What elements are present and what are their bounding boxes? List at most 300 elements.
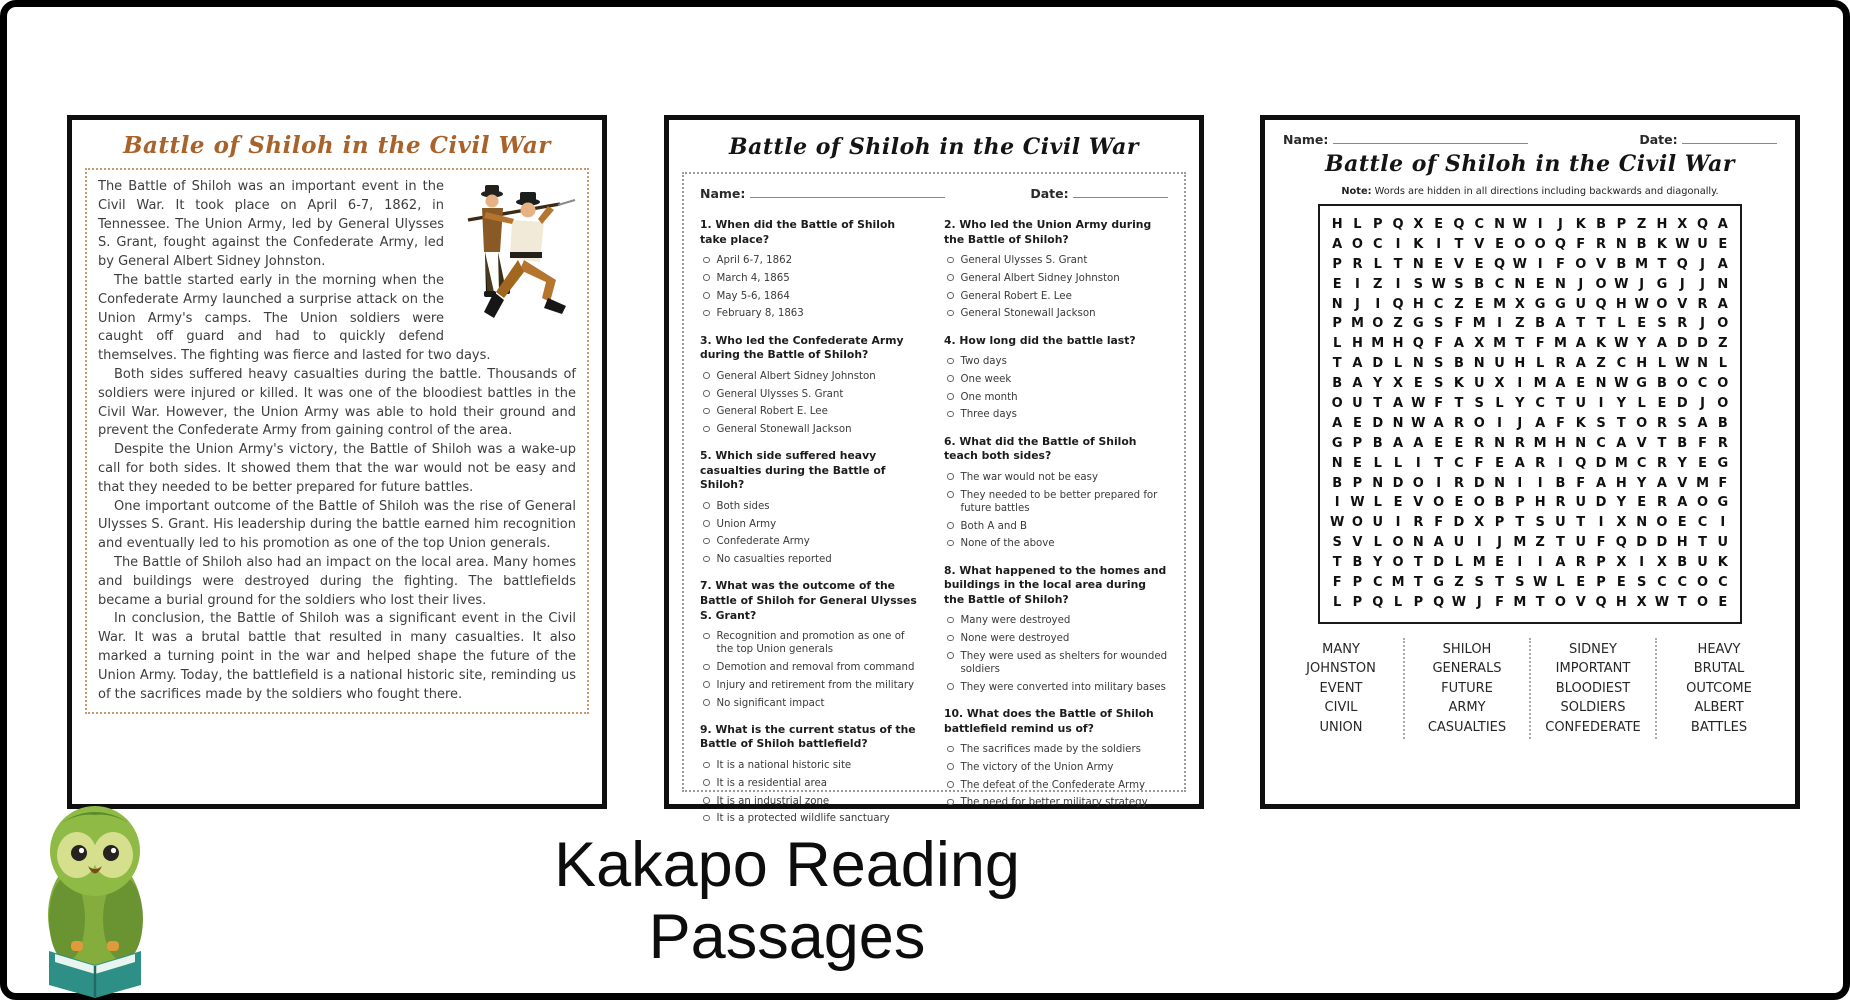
grid-letter: C: [1636, 455, 1647, 471]
wordsearch-grid-box: [1318, 204, 1742, 624]
grid-letter: J: [1700, 396, 1705, 412]
grid-letter: N: [1331, 296, 1343, 312]
option-bullet-icon: [947, 540, 954, 547]
grid-letter: R: [1413, 515, 1424, 531]
option-bullet-icon: [703, 502, 710, 509]
grid-letter: S: [1474, 575, 1484, 591]
option-bullet-icon: [703, 681, 710, 688]
grid-letter: S: [1433, 356, 1444, 372]
question-text: 3. Who led the Confederate Army during the Battle of Shiloh?: [700, 333, 904, 362]
question-option: [944, 743, 1168, 756]
grid-letter: I: [1476, 535, 1482, 551]
word-list-column: [1655, 638, 1781, 740]
option-bullet-icon: [703, 815, 710, 822]
grid-letter: C: [1616, 356, 1627, 372]
grid-letter: I: [1497, 415, 1502, 431]
question-block: [944, 564, 1168, 694]
grid-letter: R: [1352, 256, 1363, 272]
grid-letter: Z: [1393, 316, 1403, 332]
grid-letter: M: [1513, 594, 1527, 610]
grid-letter: X: [1474, 336, 1485, 352]
question-block: [944, 435, 1168, 551]
grid-letter: T: [1434, 455, 1444, 471]
grid-letter: C: [1433, 296, 1444, 312]
grid-letter: T: [1454, 396, 1464, 412]
option-text: One week: [960, 373, 1012, 385]
grid-letter: J: [1679, 276, 1685, 292]
word-list-column: [1403, 638, 1529, 740]
grid-letter: U: [1717, 535, 1729, 551]
grid-letter: Q: [1372, 594, 1384, 610]
grid-letter: W: [1654, 594, 1670, 610]
word-list-item: IMPORTANT: [1555, 661, 1631, 677]
grid-letter: I: [1395, 276, 1401, 292]
grid-letter: A: [1352, 356, 1363, 372]
date-label: Date:: [1030, 186, 1069, 201]
question-option: [944, 355, 1168, 368]
grid-letter: D: [1453, 515, 1465, 531]
grid-letter: W: [1614, 336, 1629, 352]
grid-letter: J: [1700, 276, 1705, 292]
grid-letter: M: [1493, 336, 1506, 352]
option-bullet-icon: [703, 310, 710, 317]
grid-letter: V: [1596, 256, 1607, 272]
grid-letter: B: [1332, 376, 1343, 392]
grid-letter: H: [1514, 356, 1526, 372]
grid-letter: T: [1576, 316, 1586, 332]
word-list-item: BRUTAL: [1693, 661, 1745, 677]
grid-letter: U: [1697, 555, 1708, 571]
grid-letter: F: [1535, 336, 1545, 352]
grid-letter: B: [1596, 217, 1606, 232]
grid-letter: N: [1595, 376, 1607, 392]
grid-letter: I: [1395, 515, 1401, 531]
grid-letter: M: [1533, 376, 1547, 392]
question-text: 7. What was the outcome of the Battle of Shiloh for General Ulysses S. Grant?: [700, 579, 917, 622]
grid-letter: H: [1676, 535, 1688, 551]
grid-letter: T: [1596, 316, 1606, 332]
grid-letter: E: [1454, 435, 1464, 451]
date-blank-line: [1073, 187, 1168, 198]
grid-letter: Z: [1515, 316, 1525, 332]
grid-letter: I: [1598, 515, 1604, 531]
grid-letter: X: [1474, 515, 1485, 531]
question-option: [944, 796, 1168, 809]
option-text: Injury and retirement from the military: [716, 679, 915, 691]
grid-letter: M: [1614, 455, 1628, 471]
name-field: [700, 186, 945, 201]
grid-letter: A: [1393, 435, 1404, 451]
grid-letter: Y: [1616, 495, 1627, 511]
grid-letter: L: [1617, 316, 1626, 332]
grid-letter: V: [1413, 495, 1424, 511]
grid-letter: G: [1656, 276, 1668, 292]
grid-letter: R: [1575, 555, 1586, 571]
grid-letter: L: [1393, 594, 1403, 610]
grid-letter: O: [1372, 316, 1384, 332]
question-text: 9. What is the current status of the Battle of Shiloh battlefield?: [700, 722, 916, 751]
date-blank-line: [1682, 133, 1777, 144]
grid-letter: I: [1375, 296, 1381, 312]
word-list-item: CONFEDERATE: [1545, 719, 1641, 735]
word-list-column: [1529, 638, 1655, 740]
grid-letter: E: [1576, 376, 1586, 392]
grid-letter: F: [1596, 535, 1606, 551]
grid-letter: U: [1352, 396, 1363, 412]
option-text: It is a protected wildlife sanctuary: [716, 813, 890, 825]
option-bullet-icon: [703, 274, 710, 281]
word-list-item: OUTCOME: [1686, 680, 1752, 696]
grid-letter: D: [1636, 535, 1648, 551]
grid-letter: D: [1473, 475, 1485, 491]
option-text: The defeat of the Confederate Army: [960, 779, 1146, 791]
grid-letter: U: [1575, 296, 1587, 312]
grid-letter: I: [1395, 236, 1401, 252]
grid-letter: A: [1555, 376, 1566, 392]
option-text: The sacrifices made by the soldiers: [960, 744, 1141, 756]
grid-letter: C: [1718, 575, 1728, 591]
word-list-item: BLOODIEST: [1555, 680, 1631, 696]
grid-letter: V: [1453, 256, 1464, 272]
date-field: [1030, 186, 1168, 201]
grid-letter: S: [1677, 415, 1687, 431]
question-text: 10. What does the Battle of Shiloh battlefield remind us of?: [944, 707, 1154, 735]
grid-letter: F: [1556, 256, 1565, 272]
grid-letter: W: [1675, 356, 1690, 372]
grid-letter: Y: [1515, 396, 1525, 412]
grid-letter: B: [1555, 475, 1566, 491]
grid-letter: A: [1616, 435, 1627, 451]
question-option: [700, 518, 924, 531]
grid-letter: I: [1517, 475, 1523, 491]
grid-letter: Y: [1677, 455, 1687, 471]
grid-letter: P: [1413, 594, 1424, 610]
grid-letter: S: [1596, 415, 1606, 431]
grid-letter: T: [1698, 535, 1707, 551]
question-option: [700, 795, 924, 808]
word-list-item: SOLDIERS: [1560, 700, 1626, 716]
grid-letter: E: [1434, 217, 1444, 232]
grid-letter: S: [1515, 575, 1525, 591]
reading-passage-page: [67, 115, 607, 809]
grid-letter: O: [1433, 495, 1445, 511]
grid-letter: T: [1332, 555, 1342, 571]
grid-letter: B: [1332, 475, 1343, 491]
grid-letter: G: [1636, 376, 1647, 392]
grid-letter: G: [1717, 495, 1729, 511]
question-option: [944, 471, 1168, 484]
option-text: The victory of the Union Army: [960, 761, 1114, 773]
grid-letter: O: [1595, 276, 1607, 292]
word-list-item: UNION: [1319, 719, 1363, 735]
option-text: Many were destroyed: [960, 615, 1071, 627]
question-block: [700, 218, 924, 321]
grid-letter: M: [1513, 535, 1527, 551]
option-text: Demotion and removal from command: [716, 662, 915, 674]
grid-letter: E: [1718, 594, 1728, 610]
grid-letter: L: [1373, 256, 1382, 272]
grid-letter: H: [1615, 296, 1627, 312]
grid-letter: I: [1720, 515, 1726, 531]
question-block: [944, 707, 1168, 810]
option-bullet-icon: [947, 617, 954, 624]
grid-letter: O: [1554, 594, 1566, 610]
question-text: 1. When did the Battle of Shiloh take place?: [700, 218, 896, 246]
grid-letter: F: [1698, 435, 1707, 451]
option-bullet-icon: [703, 762, 710, 769]
grid-letter: E: [1637, 495, 1647, 511]
grid-letter: Q: [1595, 594, 1607, 610]
kakapo-logo: [31, 793, 161, 999]
question-option: [700, 697, 924, 710]
option-bullet-icon: [703, 556, 710, 563]
grid-letter: M: [1391, 575, 1405, 591]
grid-letter: I: [1558, 455, 1563, 471]
option-text: General Albert Sidney Johnston: [960, 272, 1120, 284]
grid-letter: N: [1494, 435, 1505, 451]
grid-letter: D: [1656, 535, 1668, 551]
word-list-item: SHILOH: [1442, 641, 1492, 657]
name-blank-line: [1333, 133, 1528, 144]
grid-letter: J: [1497, 535, 1502, 551]
questions-box: [682, 172, 1186, 825]
grid-letter: W: [1614, 376, 1629, 392]
grid-letter: B: [1717, 415, 1728, 431]
grid-letter: F: [1434, 396, 1444, 412]
grid-letter: R: [1697, 296, 1708, 312]
option-text: It is a national historic site: [716, 760, 852, 771]
word-list-column: [1279, 638, 1403, 740]
grid-letter: R: [1656, 415, 1667, 431]
grid-letter: N: [1412, 356, 1424, 372]
grid-letter: R: [1535, 455, 1546, 471]
question-option: [700, 661, 924, 674]
grid-letter: K: [1575, 217, 1586, 232]
option-text: None were destroyed: [960, 633, 1070, 644]
grid-letter: W: [1411, 396, 1426, 412]
grid-letter: B: [1656, 376, 1667, 392]
grid-letter: C: [1372, 575, 1383, 591]
option-text: Recognition and promotion as one of the top Union generals: [716, 631, 905, 656]
option-bullet-icon: [947, 257, 954, 264]
grid-letter: I: [1355, 276, 1360, 292]
question-option: [944, 520, 1168, 533]
grid-letter: A: [1697, 415, 1708, 431]
option-bullet-icon: [703, 292, 710, 299]
grid-letter: M: [1635, 256, 1649, 272]
grid-letter: B: [1474, 276, 1485, 292]
grid-letter: S: [1657, 316, 1667, 332]
option-text: General Stonewall Jackson: [960, 308, 1096, 320]
grid-letter: Y: [1373, 555, 1383, 571]
grid-letter: P: [1352, 475, 1363, 491]
grid-letter: Q: [1453, 217, 1465, 232]
option-text: It is a residential area: [716, 777, 828, 789]
question-text: 2. Who led the Union Army during the Battle of Shiloh?: [944, 218, 1152, 246]
grid-letter: F: [1332, 575, 1342, 591]
grid-letter: V: [1677, 296, 1688, 312]
question-option: [944, 254, 1168, 267]
grid-letter: O: [1656, 515, 1668, 531]
grid-letter: A: [1332, 415, 1343, 431]
grid-letter: U: [1494, 356, 1505, 372]
grid-letter: Y: [1616, 396, 1627, 412]
question-option: [700, 405, 924, 418]
option-bullet-icon: [703, 257, 710, 264]
grid-letter: N: [1494, 217, 1505, 232]
grid-letter: Q: [1575, 455, 1587, 471]
grid-letter: A: [1413, 435, 1424, 451]
grid-letter: I: [1517, 376, 1523, 392]
word-list-item: BATTLES: [1690, 719, 1748, 735]
grid-letter: J: [1476, 594, 1482, 610]
option-bullet-icon: [947, 652, 954, 659]
grid-letter: Q: [1676, 256, 1688, 272]
grid-letter: E: [1718, 236, 1728, 252]
word-list-item: GENERALS: [1432, 661, 1502, 677]
grid-letter: S: [1413, 276, 1424, 292]
option-bullet-icon: [703, 426, 710, 433]
option-text: General Albert Sidney Johnston: [716, 370, 876, 382]
grid-letter: R: [1555, 495, 1566, 511]
option-text: They were converted into military bases: [960, 681, 1166, 693]
grid-letter: E: [1616, 575, 1626, 591]
grid-letter: A: [1575, 356, 1586, 372]
grid-letter: N: [1575, 435, 1587, 451]
question-option: [944, 632, 1168, 645]
question-option: [944, 290, 1168, 303]
grid-letter: U: [1372, 515, 1384, 531]
word-list-item: ARMY: [1448, 700, 1486, 716]
grid-letter: H: [1656, 217, 1668, 232]
option-text: April 6-7, 1862: [716, 255, 793, 267]
grid-letter: E: [1353, 455, 1362, 471]
grid-letter: W: [1451, 594, 1467, 610]
option-bullet-icon: [947, 310, 954, 317]
grid-letter: N: [1494, 475, 1505, 491]
grid-letter: X: [1413, 217, 1424, 232]
grid-letter: H: [1636, 356, 1648, 372]
passage-paragraph: One important outcome of the Battle of Shiloh was the rise of General Ulysses S. Grant. His leadership during the battle earned him recognition and eventually led to his promotion as one of the top Union generals.: [98, 498, 576, 552]
grid-letter: E: [1495, 455, 1504, 471]
grid-letter: O: [1676, 376, 1688, 392]
grid-letter: Q: [1697, 217, 1709, 232]
grid-letter: F: [1474, 455, 1484, 471]
option-text: No casualties reported: [716, 554, 832, 566]
option-bullet-icon: [947, 491, 954, 498]
grid-letter: K: [1596, 336, 1607, 352]
grid-letter: A: [1514, 455, 1525, 471]
grid-letter: F: [1434, 515, 1444, 531]
grid-letter: L: [1333, 594, 1342, 610]
grid-letter: L: [1373, 535, 1382, 551]
grid-letter: L: [1657, 356, 1667, 372]
grid-letter: O: [1717, 376, 1729, 392]
grid-letter: W: [1512, 256, 1527, 272]
grid-letter: O: [1331, 396, 1343, 412]
grid-letter: L: [1556, 575, 1565, 591]
option-text: They needed to be better prepared for future battles: [960, 489, 1158, 514]
grid-letter: N: [1514, 276, 1526, 292]
grid-letter: F: [1556, 415, 1565, 431]
date-field: [1639, 132, 1777, 147]
option-bullet-icon: [947, 635, 954, 642]
grid-letter: D: [1392, 475, 1404, 491]
grid-letter: A: [1453, 336, 1464, 352]
grid-letter: Z: [1535, 535, 1545, 551]
grid-letter: E: [1454, 495, 1464, 511]
word-list-item: ALBERT: [1694, 700, 1744, 716]
word-list-item: MANY: [1322, 641, 1360, 657]
grid-letter: X: [1616, 555, 1627, 571]
grid-letter: C: [1657, 575, 1667, 591]
word-list: [1279, 638, 1781, 740]
grid-letter: Z: [1454, 296, 1464, 312]
word-list-item: SIDNEY: [1569, 641, 1617, 657]
grid-letter: W: [1532, 575, 1548, 591]
grid-letter: T: [1413, 575, 1423, 591]
question-text: 4. How long did the battle last?: [944, 333, 1136, 347]
word-list-item: HEAVY: [1697, 641, 1741, 657]
grid-letter: O: [1392, 555, 1404, 571]
grid-letter: T: [1393, 256, 1403, 272]
grid-letter: H: [1392, 336, 1404, 352]
option-text: It is an industrial zone: [716, 795, 830, 807]
grid-letter: F: [1495, 594, 1504, 610]
question-block: [700, 449, 924, 566]
grid-letter: Q: [1554, 236, 1566, 252]
question-text: 6. What did the Battle of Shiloh teach both sides?: [944, 434, 1137, 463]
grid-letter: Q: [1412, 336, 1424, 352]
question-option: [700, 370, 924, 383]
grid-letter: W: [1431, 276, 1446, 292]
grid-letter: O: [1351, 236, 1363, 252]
option-text: Union Army: [716, 518, 777, 530]
grid-letter: F: [1576, 236, 1586, 252]
question-option: [700, 535, 924, 548]
grid-letter: M: [1472, 555, 1486, 571]
grid-letter: B: [1535, 316, 1546, 332]
grid-letter: I: [1334, 495, 1340, 511]
grid-letter: X: [1514, 296, 1525, 312]
directions-note: [1265, 186, 1795, 197]
grid-letter: O: [1473, 495, 1485, 511]
grid-letter: X: [1656, 555, 1667, 571]
grid-letter: T: [1495, 575, 1504, 591]
grid-letter: H: [1534, 495, 1546, 511]
grid-letter: L: [1353, 217, 1362, 232]
grid-letter: C: [1372, 236, 1383, 252]
question-option: [700, 630, 924, 657]
grid-letter: I: [1436, 236, 1442, 252]
grid-letter: O: [1717, 396, 1729, 412]
grid-letter: R: [1656, 455, 1667, 471]
grid-letter: G: [1717, 455, 1729, 471]
option-text: They were used as shelters for wounded soldiers: [960, 650, 1168, 675]
grid-letter: A: [1677, 495, 1688, 511]
grid-letter: J: [1639, 276, 1645, 292]
grid-letter: M: [1472, 316, 1486, 332]
grid-letter: A: [1433, 535, 1444, 551]
grid-letter: C: [1454, 455, 1464, 471]
grid-letter: G: [1555, 296, 1566, 312]
question-option: [700, 812, 924, 825]
grid-letter: N: [1615, 236, 1627, 252]
grid-letter: R: [1677, 316, 1688, 332]
questions-col-left: [700, 205, 924, 830]
option-text: The war would not be easy: [960, 471, 1098, 483]
option-bullet-icon: [703, 699, 710, 706]
